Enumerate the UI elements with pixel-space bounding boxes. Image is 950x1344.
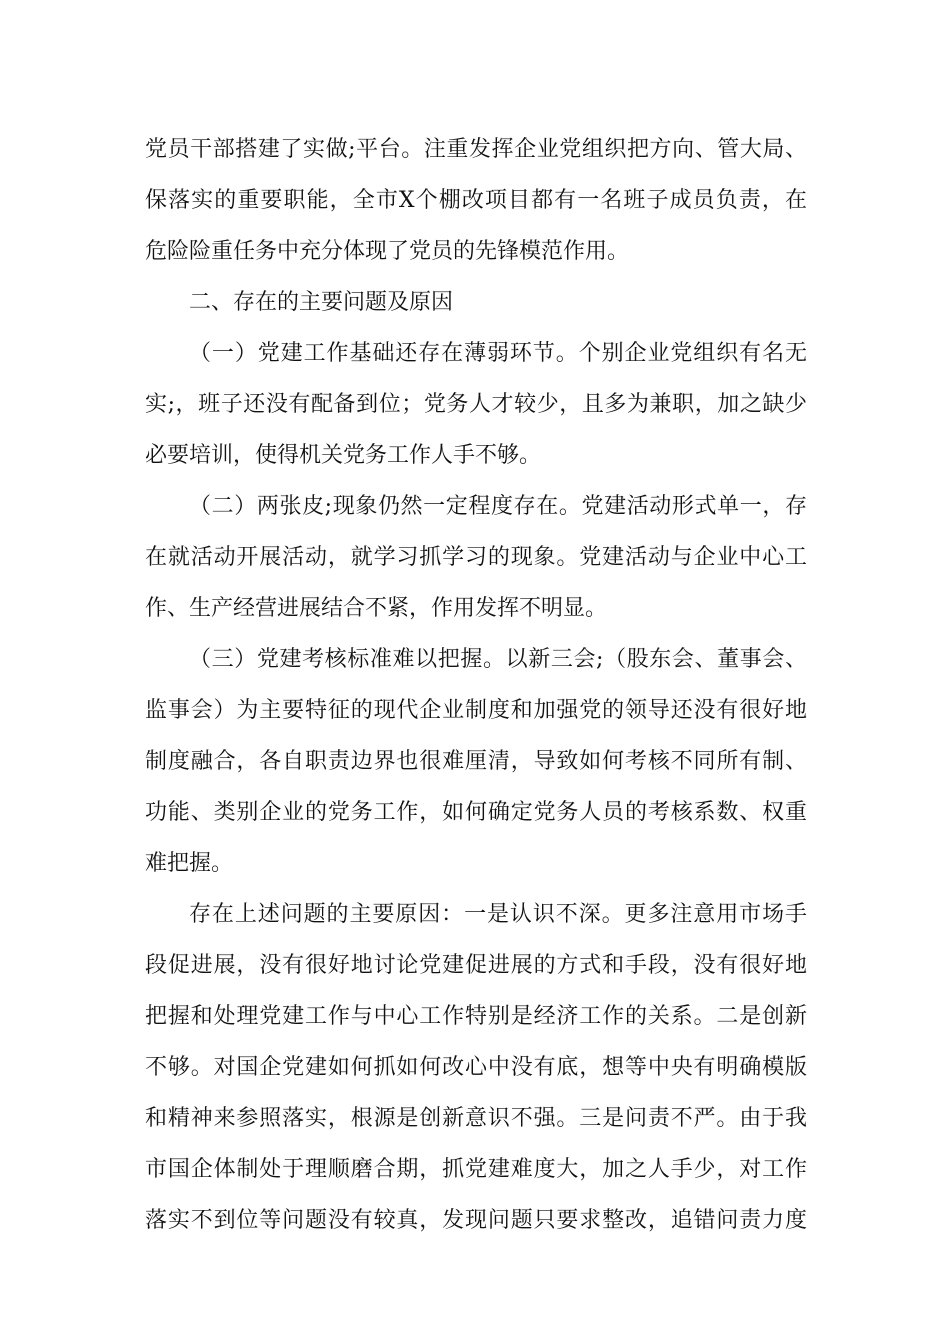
text-line: 落实不到位等问题没有较真，发现问题只要求整改，追错问责力度 xyxy=(145,1208,807,1233)
document-body xyxy=(145,124,807,1246)
text-line: 监事会）为主要特征的现代企业制度和加强党的领导还没有很好地 xyxy=(145,698,807,723)
text-line: 制度融合，各自职责边界也很难厘清，导致如何考核不同所有制、 xyxy=(145,749,807,774)
text-line: （二）两张皮;现象仍然一定程度存在。党建活动形式单一，存 xyxy=(189,494,807,519)
text-line: 作、生产经营进展结合不紧，作用发挥不明显。 xyxy=(145,596,608,621)
text-line: 段促进展，没有很好地讨论党建促进展的方式和手段，没有很好地 xyxy=(145,953,807,978)
text-line: 党员干部搭建了实做;平台。注重发挥企业党组织把方向、管大局、 xyxy=(145,137,807,162)
text-line: 危险险重任务中充分体现了党员的先锋模范作用。 xyxy=(145,239,630,264)
text-line: 二、存在的主要问题及原因 xyxy=(189,290,454,315)
text-line: 把握和处理党建工作与中心工作特别是经济工作的关系。二是创新 xyxy=(145,1004,807,1029)
text-line: 存在上述问题的主要原因：一是认识不深。更多注意用市场手 xyxy=(189,902,807,927)
text-line: 保落实的重要职能，全市X个棚改项目都有一名班子成员负责，在 xyxy=(145,188,807,213)
text-line: 在就活动开展活动，就学习抓学习的现象。党建活动与企业中心工 xyxy=(145,545,807,570)
text-line: 难把握。 xyxy=(145,851,234,876)
text-line: （一）党建工作基础还存在薄弱环节。个别企业党组织有名无 xyxy=(189,341,807,366)
text-line: 市国企体制处于理顺磨合期，抓党建难度大，加之人手少，对工作 xyxy=(145,1157,807,1182)
text-line: 功能、类别企业的党务工作，如何确定党务人员的考核系数、权重 xyxy=(145,800,807,825)
text-line: 和精神来参照落实，根源是创新意识不强。三是问责不严。由于我 xyxy=(145,1106,807,1131)
text-line: 实;，班子还没有配备到位；党务人才较少，且多为兼职，加之缺少 xyxy=(145,392,807,417)
text-line: 必要培训，使得机关党务工作人手不够。 xyxy=(145,443,542,468)
text-line: （三）党建考核标准难以把握。以新三会;（股东会、董事会、 xyxy=(189,647,807,672)
text-line: 不够。对国企党建如何抓如何改心中没有底，想等中央有明确模版 xyxy=(145,1055,807,1080)
